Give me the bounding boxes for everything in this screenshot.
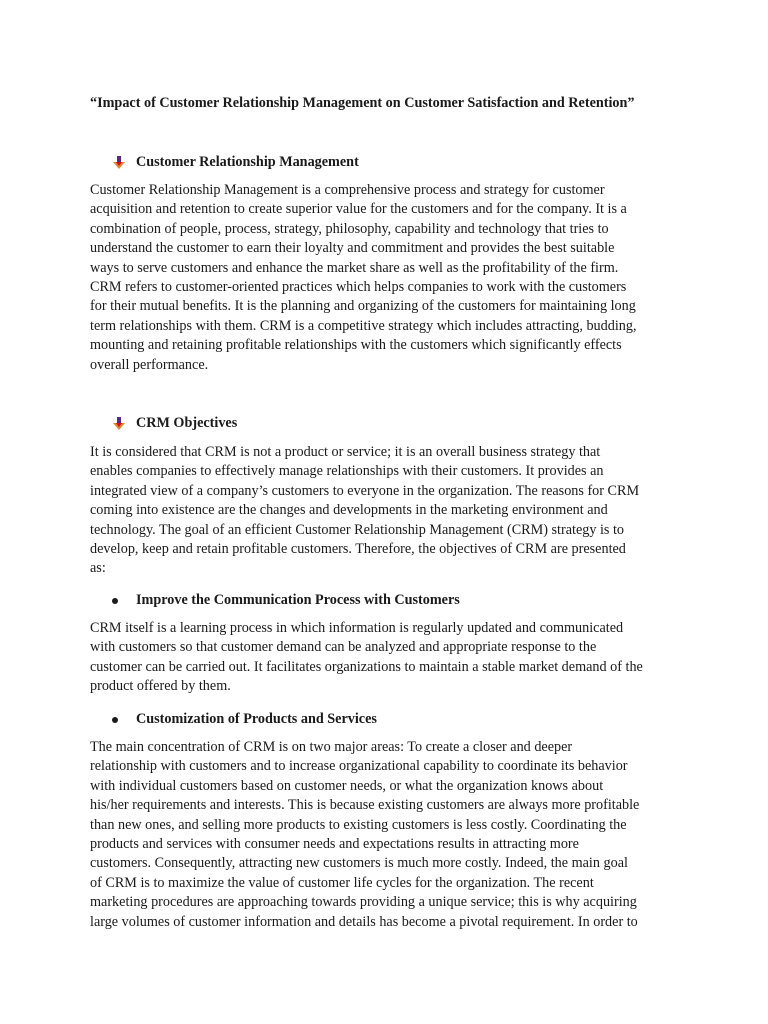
paragraph-line: The main concentration of CRM is on two major areas: To create a closer and deeper [90, 739, 573, 755]
paragraph-line: understand the customer to earn their loyalty and commitment and provides the best suitable [90, 240, 615, 257]
bullet-customization-text: Customization of Products and Services [136, 711, 377, 727]
paragraph-line: products and services with consumer needs and expectations results in attracting more [90, 835, 579, 852]
paragraph-line: coming into existence are the changes and developments in the marketing environment and [90, 502, 608, 519]
paragraph-line: overall performance. [90, 356, 209, 373]
paragraph-line: his/her requirements and interests. This is because existing customers are always more profitable [90, 797, 640, 814]
paragraph-line: enables companies to effectively manage relationships with their customers. It provides an [90, 463, 604, 480]
paragraph-customization [90, 738, 690, 932]
bullet-dot-icon [112, 717, 118, 723]
arrow-down-icon [112, 417, 126, 431]
paragraph-line: It is considered that CRM is not a product or service; it is an overall business strategy that [90, 444, 601, 460]
paragraph-line: term relationships with them. CRM is a competitive strategy which includes attracting, budding, [90, 317, 637, 334]
paragraph-line: Customer Relationship Management is a comprehensive process and strategy for customer [90, 182, 605, 198]
paragraph-line: relationship with customers and to increase organizational capability to coordinate its behavior [90, 758, 628, 775]
paragraph-line: large volumes of customer information and details has become a pivotal requirement. In order to [90, 913, 638, 930]
paragraph-line: marketing procedures are approaching towards providing a unique service; this is why acquiring [90, 894, 637, 911]
paragraph-communication [90, 619, 690, 697]
paragraph-line: with individual customers based on customer needs, or what the organization knows about [90, 777, 604, 794]
heading-crm-text: Customer Relationship Management [136, 154, 359, 170]
paragraph-line: for their mutual benefits. It is the planning and organizing of the customers for maintaining long [90, 298, 636, 315]
bullet-dot-icon [112, 598, 118, 604]
paragraph-line: integrated view of a company’s customers to everyone in the organization. The reasons for CRM [90, 482, 640, 499]
paragraph-line: customer can be carried out. It facilitates organizations to maintain a stable market demand of the [90, 658, 643, 675]
arrow-down-icon [112, 156, 126, 170]
heading-objectives-text: CRM Objectives [136, 415, 238, 431]
paragraph-line: ways to serve customers and enhance the market share as well as the profitability of the firm. [90, 259, 619, 276]
paragraph-objectives [90, 443, 690, 579]
bullet-communication-text: Improve the Communication Process with Customers [136, 592, 460, 608]
paragraph-line: customers. Consequently, attracting new customers is much more costly. Indeed, the main goal [90, 855, 628, 872]
paragraph-line: CRM refers to customer-oriented practices which helps companies to work with the customers [90, 278, 627, 295]
paragraph-line: with customers so that customer demand can be analyzed and appropriate response to the [90, 639, 597, 656]
paragraph-line: technology. The goal of an efficient Customer Relationship Management (CRM) strategy is to [90, 521, 625, 538]
document-title: “Impact of Customer Relationship Management on Customer Satisfaction and Retention” [90, 95, 635, 111]
paragraph-crm [90, 181, 690, 375]
paragraph-line: develop, keep and retain profitable customers. Therefore, the objectives of CRM are presented [90, 540, 626, 557]
paragraph-line: mounting and retaining profitable relationships with the customers which significantly effects [90, 337, 622, 354]
paragraph-line: product offered by them. [90, 678, 231, 695]
paragraph-line: as: [90, 560, 106, 577]
paragraph-line: CRM itself is a learning process in which information is regularly updated and communicated [90, 620, 624, 636]
paragraph-line: acquisition and retention to create superior value for the customers and for the company. It is a [90, 201, 627, 218]
paragraph-line: than new ones, and selling more products to existing customers is less costly. Coordinating the [90, 816, 627, 833]
paragraph-line: of CRM is to maximize the value of customer life cycles for the organization. The recent [90, 874, 594, 891]
paragraph-line: combination of people, process, strategy, philosophy, capability and technology that tries to [90, 220, 609, 237]
